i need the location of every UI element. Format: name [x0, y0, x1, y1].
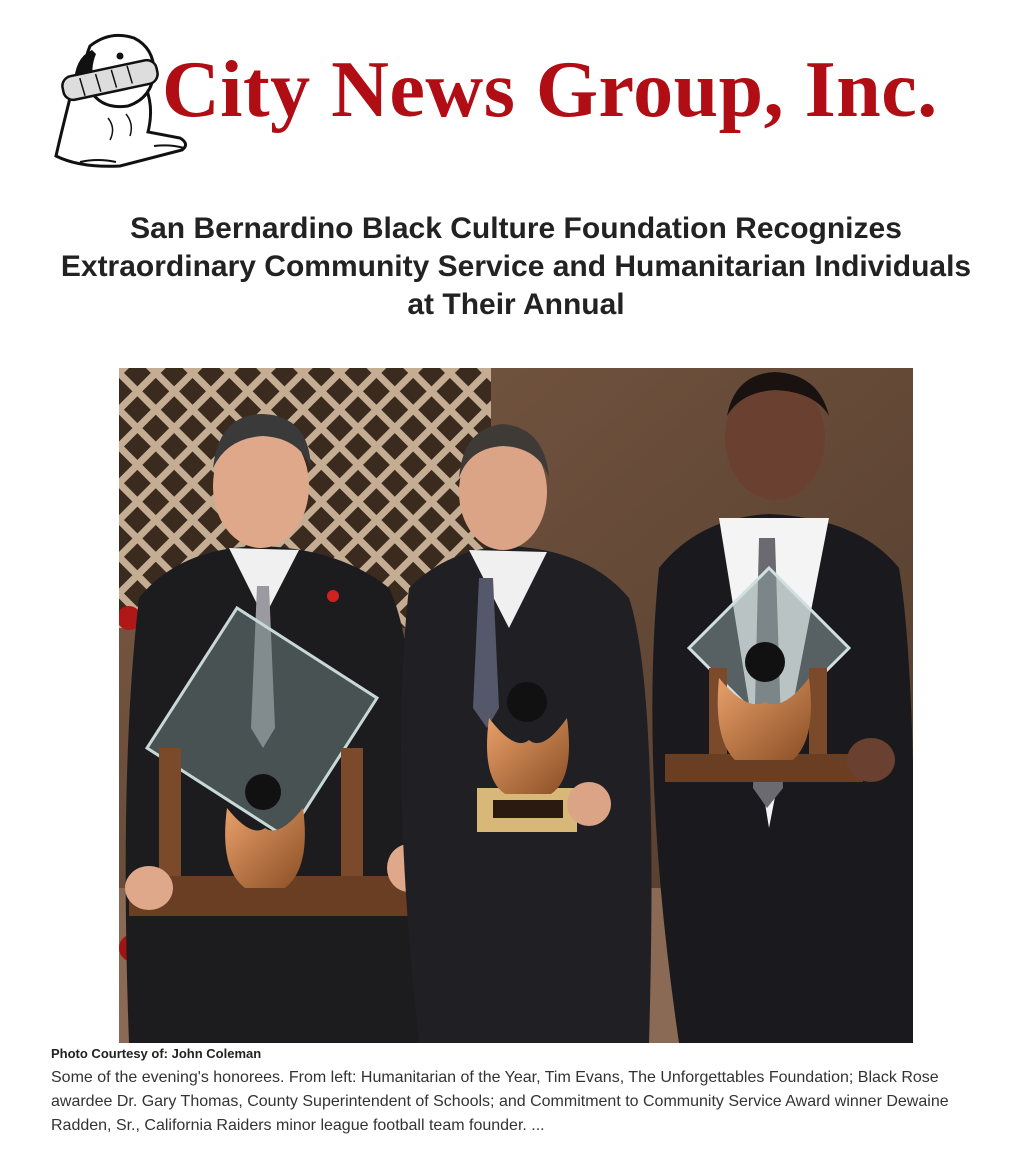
photo-caption: Some of the evening's honorees. From left: Humanitarian of the Year, Tim Evans, The Unforgettables Foundation; Black Rose awardee Dr. Gary Thomas, County Superintendent of Schools; and Commitment to Community Service Award winner Dewaine Radden, Sr., California Raiders minor league football team founder. ... — [51, 1069, 949, 1134]
article-headline: San Bernardino Black Culture Foundation Recognizes Extraordinary Community Service and Humanitarian Individuals at Their Annual — [60, 212, 972, 321]
photo-credit: Photo Courtesy of: John Coleman — [51, 1046, 262, 1061]
brand-name: City News Group, Inc. — [162, 46, 938, 134]
article-photo — [119, 368, 913, 1043]
site-logo[interactable] — [50, 28, 980, 178]
